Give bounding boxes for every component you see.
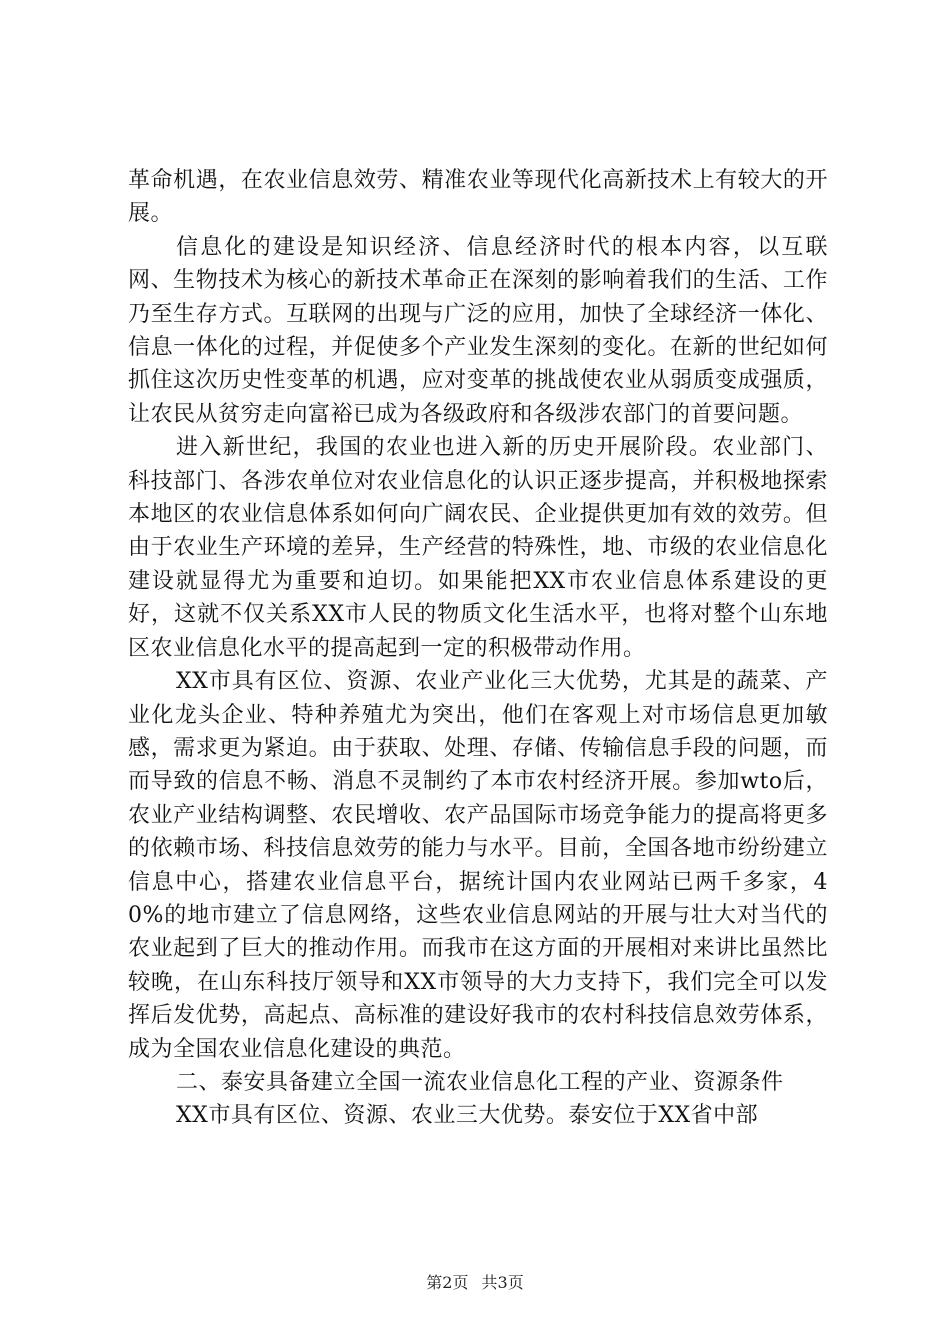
paragraph-city-advantages: XX市具有区位、资源、农业产业化三大优势，尤其是的蔬菜、产业化龙头企业、特种养殖尤为突出，他们在客观上对市场信息更加敏感，需求更为紧迫。由于获取、处理、存储、传输信息手段的问题，而而导致的信息不畅、消息不灵制约了本市农村经济开展。参加wto后，农业产业结构调整、农民增收、农产品国际市场竞争能力的提高将更多的依赖市场、科技信息效劳的能力与水平。目前，全国各地市纷纷建立信息中心，搭建农业信息平台，据统计国内农业网站已两千多家，40%的地市建立了信息网络，这些农业信息网站的开展与壮大对当代的农业起到了巨大的推动作用。而我市在这方面的开展相对来讲比虽然比较晚，在山东科技厅领导和XX市领导的大力支持下，我们完全可以发挥后发优势，高起点、高标准的建设好我市的农村科技信息效劳体系，成为全国农业信息化建设的典范。: [128, 669, 828, 1062]
page-number: 第2页: [426, 1273, 469, 1292]
page-footer: [0, 1270, 950, 1293]
document-body: [128, 164, 828, 1133]
paragraph-informatization: 信息化的建设是知识经济、信息经济时代的根本内容，以互联网、生物技术为核心的新技术革命正在深刻的影响着我们的生活、工作乃至生存方式。互联网的出现与广泛的应用，加快了全球经济一体化、信息一体化的过程，并促使多个产业发生深刻的变化。在新的世纪如何抓住这次历史性变革的机遇，应对变革的挑战使农业从弱质变成强质，让农民从贫穷走向富裕已成为各级政府和各级涉农部门的首要问题。: [128, 234, 828, 427]
paragraph-city-location: XX市具有区位、资源、农业三大优势。泰安位于XX省中部: [176, 1103, 759, 1129]
paragraph-new-century: 进入新世纪，我国的农业也进入新的历史开展阶段。农业部门、科技部门、各涉农单位对农业信息化的认识正逐步提高，并积极地探索本地区的农业信息体系如何向广阔农民、企业提供更加有效的效劳。但由于农业生产环境的差异，生产经营的特殊性，地、市级的农业信息化建设就显得尤为重要和迫切。如果能把XX市农业信息体系建设的更好，这就不仅关系XX市人民的物质文化生活水平，也将对整个山东地区农业信息化水平的提高起到一定的积极带动作用。: [128, 435, 828, 661]
page-total: 共3页: [481, 1273, 524, 1292]
section-heading-two: 二、泰安具备建立全国一流农业信息化工程的产业、资源条件: [176, 1069, 784, 1095]
paragraph-continuation: 革命机遇，在农业信息效劳、精准农业等现代化高新技术上有较大的开展。: [128, 168, 828, 227]
